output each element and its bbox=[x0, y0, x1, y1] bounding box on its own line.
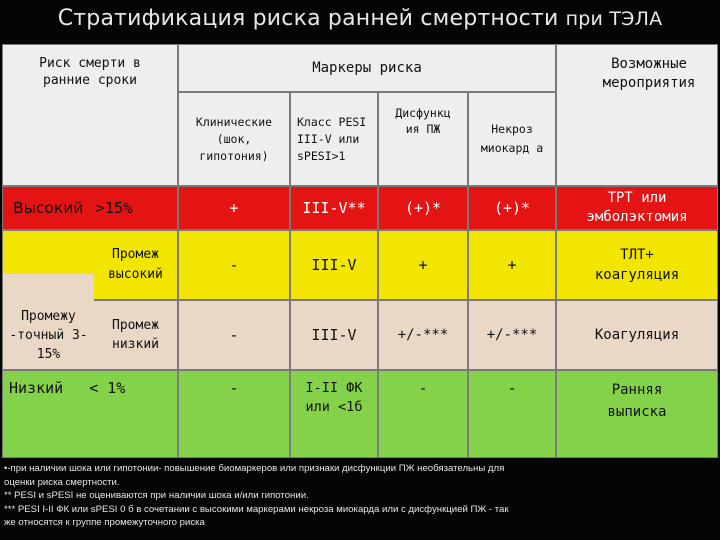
row-low-label bbox=[2, 370, 178, 458]
row-high-pesi bbox=[290, 186, 378, 230]
row-low-necrosis-value: - bbox=[507, 379, 517, 397]
header-measures-label: Возможные мероприятия bbox=[602, 56, 696, 91]
row-low-measure-value: Ранняя выписка bbox=[607, 382, 667, 420]
row-low-percent: < 1% bbox=[89, 379, 126, 397]
row-int-high-pesi-value: III-V bbox=[311, 256, 357, 274]
row-low-rv bbox=[378, 370, 468, 458]
row-int-low-measure bbox=[556, 300, 718, 370]
header-measures bbox=[556, 44, 718, 186]
row-int-high-measure bbox=[556, 230, 718, 300]
row-int-high-label bbox=[94, 230, 178, 300]
row-high-clinical-value: + bbox=[229, 199, 239, 217]
row-low-name: Низкий bbox=[9, 379, 64, 397]
footnotes bbox=[4, 462, 716, 530]
row-low-pesi-value: I-II ФК или <1б bbox=[305, 380, 363, 415]
header-markers-label: Маркеры риска bbox=[312, 60, 422, 76]
row-high-clinical bbox=[178, 186, 290, 230]
row-int-low-clinical-value: - bbox=[229, 326, 239, 344]
row-int-high-pesi bbox=[290, 230, 378, 300]
header-risk-column bbox=[2, 44, 178, 186]
footnote-1b: оценки риска смертности. bbox=[4, 476, 120, 488]
row-int-high-clinical-value: - bbox=[229, 256, 239, 274]
row-low-clinical-value: - bbox=[229, 379, 239, 397]
row-high-necrosis-value: (+)* bbox=[493, 199, 531, 217]
row-high-measure bbox=[556, 186, 718, 230]
slide-title bbox=[0, 6, 720, 31]
risk-table bbox=[2, 44, 718, 458]
header-clinical bbox=[178, 92, 290, 186]
row-high-name: Высокий bbox=[13, 199, 84, 217]
footnote-1a: •-при наличии шока или гипотонии- повышение биомаркеров или признаки дисфункции ПЖ необязательны для bbox=[4, 463, 505, 474]
row-int-high-clinical bbox=[178, 230, 290, 300]
row-int-low-pesi bbox=[290, 300, 378, 370]
row-low-pesi bbox=[290, 370, 378, 458]
row-int-high-necrosis-value: + bbox=[507, 256, 517, 274]
header-necrosis-label: Некроз миокард а bbox=[480, 122, 544, 155]
header-rv-label: Дисфункц ия ПЖ bbox=[395, 106, 451, 136]
row-high-rv-value: (+)* bbox=[404, 199, 442, 217]
header-necrosis bbox=[468, 92, 556, 186]
row-int-low-clinical bbox=[178, 300, 290, 370]
row-int-low-rv-value: +/-*** bbox=[397, 327, 449, 343]
row-int-high-rv-value: + bbox=[418, 256, 428, 274]
row-int-high-necrosis bbox=[468, 230, 556, 300]
footnote-2: ** PESI и sPESI не оцениваются при наличии шока и/или гипотонии. bbox=[4, 490, 309, 502]
row-int-low-necrosis-value: +/-*** bbox=[486, 327, 538, 343]
row-low-necrosis bbox=[468, 370, 556, 458]
row-int-low-measure-value: Коагуляция bbox=[594, 327, 680, 343]
row-low-clinical bbox=[178, 370, 290, 458]
slide-title-tail: при ТЭЛА bbox=[565, 8, 663, 30]
row-high-percent: >15% bbox=[95, 199, 133, 217]
row-low-rv-value: - bbox=[418, 379, 428, 397]
row-low-measure bbox=[556, 370, 718, 458]
header-clinical-label: Клинические (шок, гипотония) bbox=[195, 114, 273, 163]
row-high-label bbox=[2, 186, 178, 230]
header-pesi-label: Класс PESI III-V или sPESI>1 bbox=[297, 114, 367, 163]
header-markers bbox=[178, 44, 556, 92]
row-high-necrosis bbox=[468, 186, 556, 230]
row-int-high-rv bbox=[378, 230, 468, 300]
row-int-low-necrosis bbox=[468, 300, 556, 370]
row-int-low-rv bbox=[378, 300, 468, 370]
row-high-measure-value: ТРТ или эмболэктомия bbox=[586, 190, 688, 225]
row-intermediate-label: Промежу -точный 3-15% bbox=[9, 308, 88, 362]
row-high-rv bbox=[378, 186, 468, 230]
footnote-3b: же относятся к группе промежуточного риска bbox=[4, 517, 205, 529]
row-int-low-pesi-value: III-V bbox=[311, 326, 357, 344]
row-intermediate-group bbox=[2, 230, 94, 370]
footnote-3a: *** PESI I-II ФК или sPESI 0 б в сочетании с высокими маркерами некроза миокарда или с дисфункцией ПЖ - так bbox=[4, 503, 509, 515]
row-int-high-name: Промеж высокий bbox=[108, 247, 163, 282]
header-pesi bbox=[290, 92, 378, 186]
row-int-high-measure-value: ТЛТ+ коагуляция bbox=[594, 247, 680, 283]
row-int-low-label bbox=[94, 300, 178, 370]
slide-title-main: Стратификация риска ранней смертности bbox=[57, 6, 559, 31]
row-int-low-name: Промеж низкий bbox=[112, 318, 159, 352]
row-high-pesi-value: III-V** bbox=[302, 199, 366, 217]
header-risk-label: Риск смерти в ранние сроки bbox=[39, 56, 141, 88]
header-rv-dysfunction bbox=[378, 92, 468, 186]
